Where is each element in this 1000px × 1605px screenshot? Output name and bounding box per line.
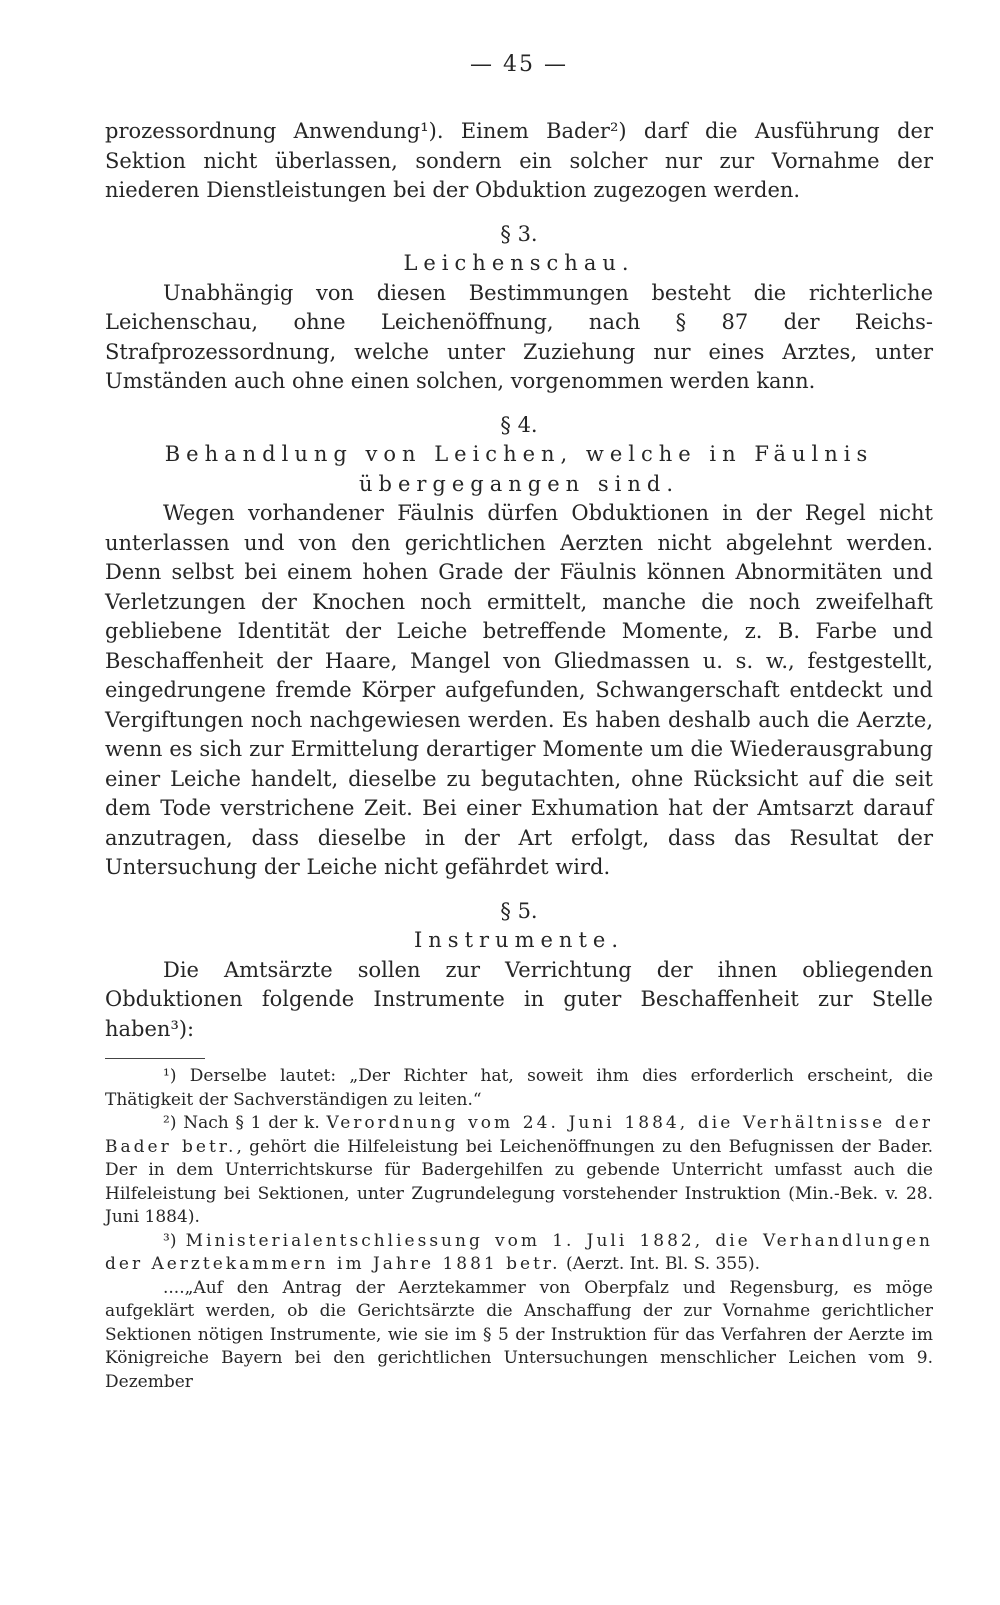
section-5-title	[105, 926, 933, 956]
footnote-2	[105, 1112, 933, 1230]
footnote-2-lead: ²) Nach § 1 der k.	[163, 1113, 327, 1133]
footnote-3-lead: ³)	[163, 1230, 186, 1251]
footnote-2-rest: , gehört die Hilfeleistung bei Leichenöffnungen zu den Befugnissen der Bader. Der in dem Unterrichtskurse für Badergehilfen zu gebende Unterricht umfasst auch die Hilfeleistung bei Sektionen, unter Zugrundelegung vorstehender Instruktion (Min.-Bek. v. 28. Juni 1884).	[105, 1136, 934, 1227]
section-4-paragraph: Wegen vorhandener Fäulnis dürfen Obduktionen in der Regel nicht unterlassen und von den gerichtlichen Aerzten nicht abgelehnt werden. Denn selbst bei einem hohen Grade der Fäulnis können Abnormitäten und Verletzungen der Knochen noch ermittelt, manche die noch zweifelhaft gebliebene Identität der Leiche betreffende Momente, z. B. Farbe und Beschaffenheit der Haare, Mangel von Gliedmassen u. s. w., festgestellt, eingedrungene fremde Körper aufgefunden, Schwangerschaft entdeckt und Vergiftungen noch nachgewiesen werden. Es haben deshalb auch die Aerzte, wenn es sich zur Ermittelung derartiger Momente um die Wiederausgrabung einer Leiche handelt, dieselbe zu begutachten, ohne Rücksicht auf die seit dem Tode verstrichene Zeit. Bei einer Exhumation hat der Amtsarzt darauf anzutragen, dass dieselbe in der Art erfolgt, dass das Resultat der Untersuchung der Leiche nicht gefährdet wird.	[105, 501, 933, 879]
footnote-divider	[105, 1058, 205, 1059]
footnote-2-spaced: Verordnung vom 24. Juni 1884, die Verhältnisse der Bader betr.	[105, 1113, 933, 1157]
section-3-paragraph: Unabhängig von diesen Bestimmungen besteht die richterliche Leichenschau, ohne Leichenöffnung, nach § 87 der Reichs-Strafprozessordnung, welche unter Zuziehung nur eines Arztes, unter Umständen auch ohne einen solchen, vorgenommen werden kann.	[105, 280, 933, 393]
footnote-1: ¹) Derselbe lautet: „Der Richter hat, soweit ihm dies erforderlich erscheint, die Thätigkeit der Sachverständigen zu leiten.“	[105, 1066, 933, 1110]
section-3-title	[105, 249, 933, 279]
footnote-3-spaced: Ministerialentschliessung vom 1. Juli 1882, die Verhandlungen der Aerztekammern im Jahre 1881 betr.	[105, 1230, 933, 1274]
section-4-number: § 4.	[500, 412, 538, 437]
section-4-title	[105, 440, 933, 499]
section-5-paragraph: Die Amtsärzte sollen zur Verrichtung der ihnen obliegenden Obduktionen folgende Instrumente in guter Beschaffenheit zur Stelle haben³):	[105, 957, 933, 1041]
book-page	[105, 52, 933, 1394]
footnote-3-rest: (Aerzt. Int. Bl. S. 355).	[560, 1254, 761, 1274]
section-5-number: § 5.	[500, 898, 538, 923]
section-3-number: § 3.	[500, 221, 538, 246]
footnotes	[105, 1065, 933, 1394]
footnote-3-quote: ....„Auf den Antrag der Aerztekammer von Oberpfalz und Regensburg, es möge aufgeklärt werden, ob die Gerichtsärzte die Anschaffung der zur Vornahme gerichtlicher Sektionen nötigen Instrumente, wie sie im § 5 der Instruktion für das Verfahren der Aerzte im Königreiche Bayern bei den gerichtlichen Untersuchungen menschlicher Leichen vom 9. Dezember	[105, 1277, 933, 1392]
intro-paragraph: prozessordnung Anwendung¹). Einem Bader²) darf die Ausführung der Sektion nicht überlassen, sondern ein solcher nur zur Vornahme der niederen Dienstleistungen bei der Obduktion zugezogen werden.	[105, 119, 933, 202]
main-text	[105, 117, 933, 1044]
section-3-title-line: Leichenschau.	[403, 251, 635, 275]
page-number: — 45 —	[470, 52, 568, 77]
footnote-3	[105, 1230, 933, 1277]
section-5-title-line: Instrumente.	[413, 928, 624, 952]
section-4-title-line1: Behandlung von Leichen, welche in Fäulnis	[164, 442, 874, 466]
section-4-title-line2: übergegangen sind.	[359, 471, 679, 496]
